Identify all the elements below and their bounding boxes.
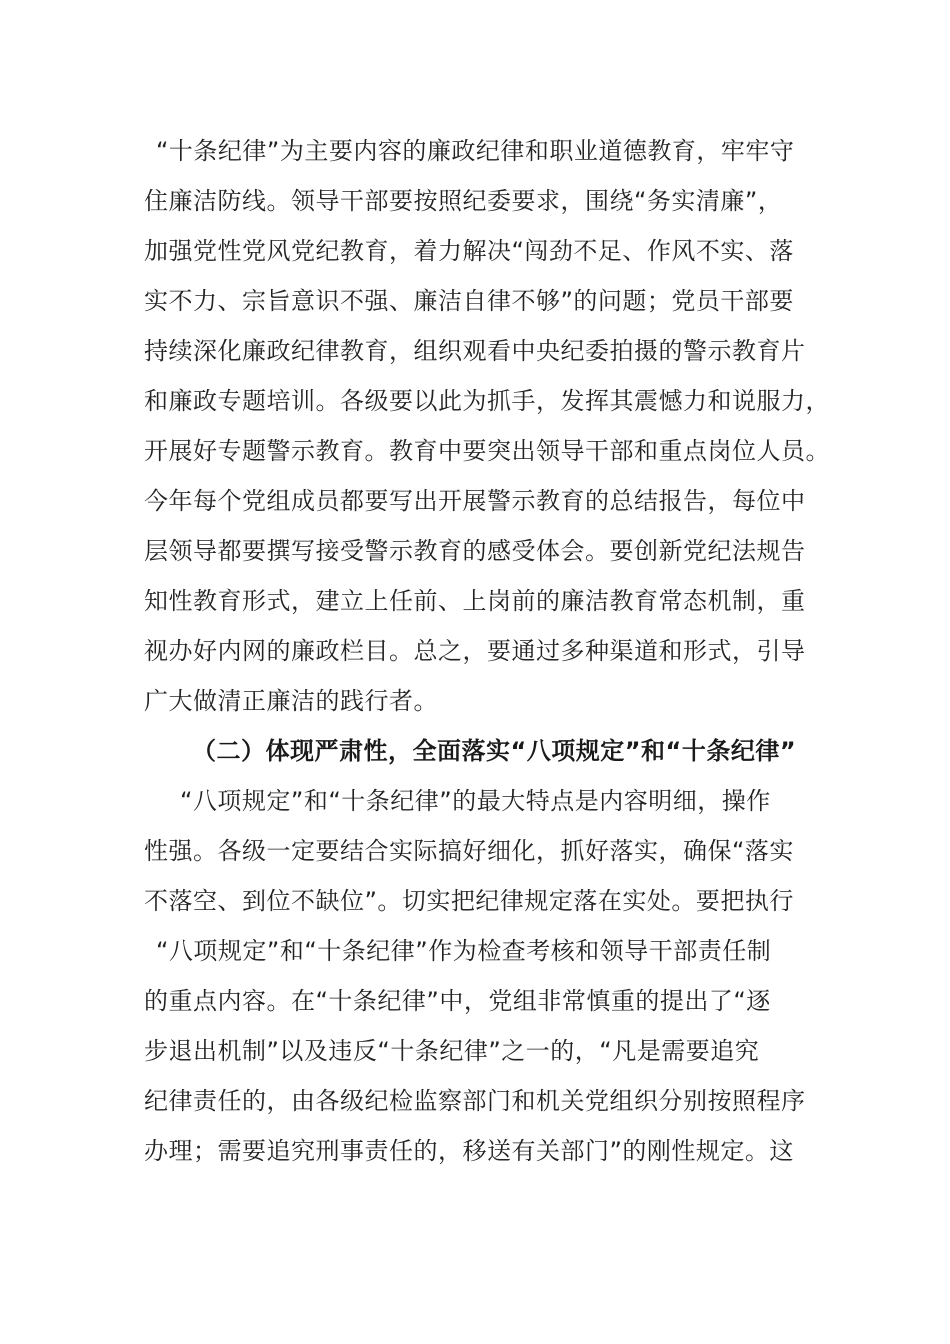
text-line: 层领导都要撰写接受警示教育的感受体会。要创新党纪法规告 [144,537,806,565]
text-line: 不落空、到位不缺位”。切实把纪律规定落在实处。要把执行 [144,887,794,915]
text-line: “八项规定”和“十条纪律”作为检查考核和领导干部责任制 [156,937,772,965]
text-line: 纪律责任的，由各级纪检监察部门和机关党组织分别按照程序 [144,1087,806,1115]
text-line: 办理；需要追究刑事责任的，移送有关部门”的刚性规定。这 [144,1137,794,1165]
text-line: “八项规定”和“十条纪律”的最大特点是内容明细，操作 [180,787,771,815]
text-line: 性强。各级一定要结合实际搞好细化，抓好落实，确保“落实 [144,837,794,865]
text-line: 开展好专题警示教育。教育中要突出领导干部和重点岗位人员。 [144,437,830,465]
text-line: 知性教育形式，建立上任前、上岗前的廉洁教育常态机制，重 [144,587,806,615]
text-line: 住廉洁防线。领导干部要按照纪委要求，围绕“务实清廉”， [144,187,783,215]
text-line: 加强党性党风党纪教育，着力解决“闯劲不足、作风不实、落 [144,237,794,265]
text-line: 今年每个党组成员都要写出开展警示教育的总结报告，每位中 [144,487,806,515]
text-line: 的重点内容。在“十条纪律”中，党组非常慎重的提出了“逐 [144,987,771,1015]
text-line: 视办好内网的廉政栏目。总之，要通过多种渠道和形式，引导 [144,637,806,665]
document-body [144,126,830,1176]
text-line: 步退出机制”以及违反“十条纪律”之一的，“凡是需要追究 [144,1037,760,1065]
text-line: 和廉政专题培训。各级要以此为抓手，发挥其震憾力和说服力， [144,387,830,415]
text-line: 广大做清正廉洁的践行者。 [144,687,438,715]
text-line: 持续深化廉政纪律教育，组织观看中央纪委拍摄的警示教育片 [144,337,806,365]
section-heading: （二）体现严肃性，全面落实“八项规定”和“十条纪律” [192,737,797,765]
text-line: “十条纪律”为主要内容的廉政纪律和职业道德教育，牢牢守 [156,137,795,165]
text-line: 实不力、宗旨意识不强、廉洁自律不够”的问题；党员干部要 [144,287,794,315]
